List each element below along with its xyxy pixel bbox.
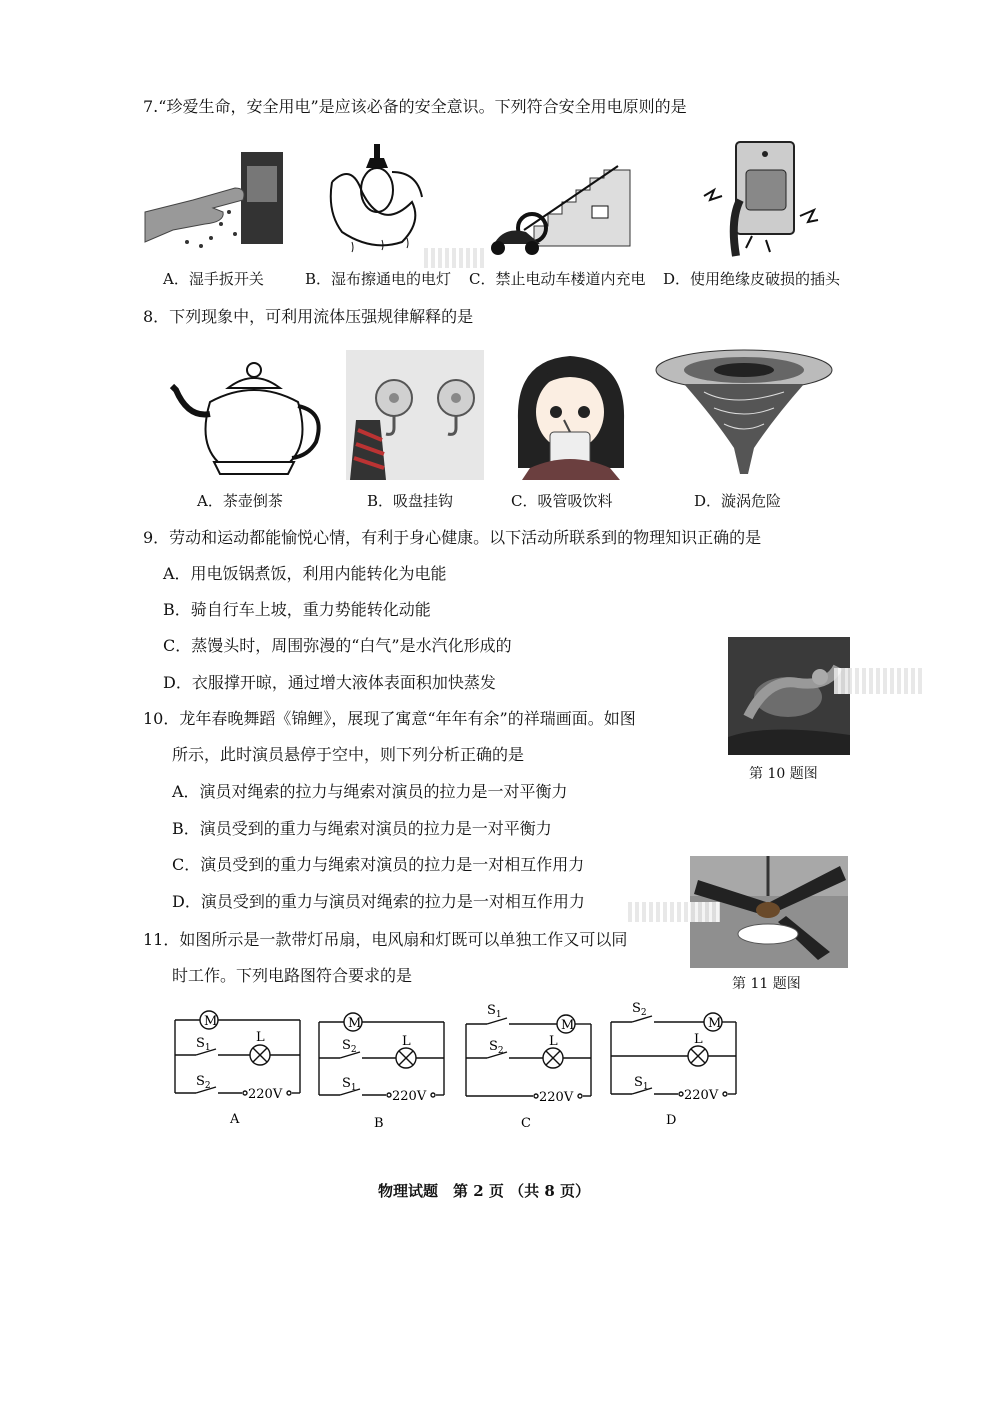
lamp-label: L: [549, 1034, 558, 1049]
q9-option-c: C．蒸馒头时，周围弥漫的“白气”是水汽化形成的: [163, 636, 512, 655]
q7-option-c: C．禁止电动车楼道内充电: [469, 270, 646, 288]
subscript: 1: [495, 1010, 502, 1020]
scan-smudge: [424, 248, 486, 268]
switch-s2-label: [196, 1074, 211, 1091]
motor-label: M: [204, 1014, 218, 1029]
voltage-label: 220V: [392, 1089, 427, 1104]
lamp-label: L: [256, 1030, 265, 1045]
scan-smudge: [834, 668, 922, 694]
whirlpool-icon: [654, 348, 834, 480]
switch-s1-label: [487, 1003, 502, 1020]
q10-option-d: D．演员受到的重力与演员对绳索的拉力是一对相互作用力: [172, 892, 585, 911]
q10-figure-caption: 第 10 题图: [749, 766, 818, 782]
q10-stem-line1: 10．龙年春晚舞蹈《锦鲤》，展现了寓意“年年有余”的祥瑞画面。如图: [143, 709, 636, 728]
switch-s2-label: [342, 1038, 357, 1055]
q9-option-a: A．用电饭锅煮饭，利用内能转化为电能: [163, 564, 447, 583]
q7-option-b: B．湿布擦通电的电灯: [305, 270, 452, 288]
switch-letter: S: [632, 1001, 641, 1016]
switch-s1-label: [342, 1076, 357, 1093]
q7-option-d: D．使用绝缘皮破损的插头: [663, 270, 841, 288]
voltage-label: 220V: [248, 1087, 283, 1102]
circuit-label: B: [374, 1116, 384, 1131]
q8-option-a: A．茶壶倒茶: [197, 492, 283, 510]
circuit-label: A: [230, 1112, 240, 1127]
q11-stem-line2: 时工作。下列电路图符合要求的是: [172, 966, 413, 985]
switch-letter: S: [634, 1075, 643, 1090]
teapot-icon: [170, 362, 325, 480]
switch-s2-label: [632, 1001, 647, 1018]
motor-label: M: [561, 1018, 575, 1033]
voltage-label: 220V: [539, 1090, 574, 1105]
q11-stem-line1: 11．如图所示是一款带灯吊扇，电风扇和灯既可以单独工作又可以同: [143, 930, 628, 949]
voltage-label: 220V: [684, 1088, 719, 1103]
q10-option-b: B．演员受到的重力与绳索对演员的拉力是一对平衡力: [172, 819, 552, 838]
wet-cloth-lamp-icon: [322, 142, 432, 254]
q8-option-b: B．吸盘挂钩: [367, 492, 454, 510]
switch-s1-label: [634, 1075, 649, 1092]
circuit-diagram-a: [170, 1005, 310, 1130]
q9-option-b: B．骑自行车上坡，重力势能转化动能: [163, 600, 431, 619]
subscript: 2: [204, 1081, 211, 1091]
scan-smudge: [628, 902, 720, 922]
subscript: 1: [642, 1082, 649, 1092]
circuit-diagram-d: [606, 1000, 746, 1130]
q10-stem-line2: 所示，此时演员悬停于空中，则下列分析正确的是: [172, 745, 525, 764]
motor-label: M: [348, 1016, 362, 1031]
page-footer: 物理试题 第 2 页 （共 8 页）: [378, 1182, 590, 1200]
switch-letter: S: [489, 1039, 498, 1054]
q7-stem: 7.“珍爱生命，安全用电”是应该必备的安全意识。下列符合安全用电原则的是: [143, 97, 687, 116]
q9-option-d: D．衣服撑开晾，通过增大液体表面积加快蒸发: [163, 673, 496, 692]
q8-option-c: C．吸管吸饮料: [511, 492, 613, 510]
subscript: 1: [204, 1043, 211, 1053]
ebike-stairs-icon: [484, 160, 634, 260]
switch-letter: S: [342, 1038, 351, 1053]
dancer-photo-icon: [728, 637, 850, 755]
wet-hand-switch-icon: [143, 150, 288, 250]
girl-straw-icon: [510, 350, 632, 480]
switch-letter: S: [487, 1003, 496, 1018]
circuit-label: C: [521, 1116, 531, 1131]
switch-s1-label: [196, 1036, 211, 1053]
q7-option-a: A．湿手扳开关: [163, 270, 264, 288]
q9-stem: 9．劳动和运动都能愉悦心情，有利于身心健康。以下活动所联系到的物理知识正确的是: [143, 528, 762, 547]
subscript: 2: [497, 1046, 504, 1056]
lamp-label: L: [694, 1032, 703, 1047]
q10-option-c: C．演员受到的重力与绳索对演员的拉力是一对相互作用力: [172, 855, 585, 874]
q8-option-d: D．漩涡危险: [694, 492, 782, 510]
q10-option-a: A．演员对绳索的拉力与绳索对演员的拉力是一对平衡力: [172, 782, 568, 801]
switch-letter: S: [196, 1036, 205, 1051]
switch-letter: S: [196, 1074, 205, 1089]
suction-hook-icon: [346, 350, 484, 480]
q8-stem: 8．下列现象中，可利用流体压强规律解释的是: [143, 307, 474, 326]
switch-letter: S: [342, 1076, 351, 1091]
circuit-label: D: [666, 1113, 677, 1128]
circuit-diagram-c: [461, 1000, 601, 1132]
q11-figure-caption: 第 11 题图: [732, 976, 801, 992]
circuit-diagram-b: [314, 1005, 454, 1133]
damaged-plug-icon: [700, 140, 822, 258]
switch-s2-label: [489, 1039, 504, 1056]
subscript: 2: [640, 1008, 647, 1018]
subscript: 1: [350, 1083, 357, 1093]
subscript: 2: [350, 1045, 357, 1055]
motor-label: M: [708, 1016, 722, 1031]
lamp-label: L: [402, 1034, 411, 1049]
